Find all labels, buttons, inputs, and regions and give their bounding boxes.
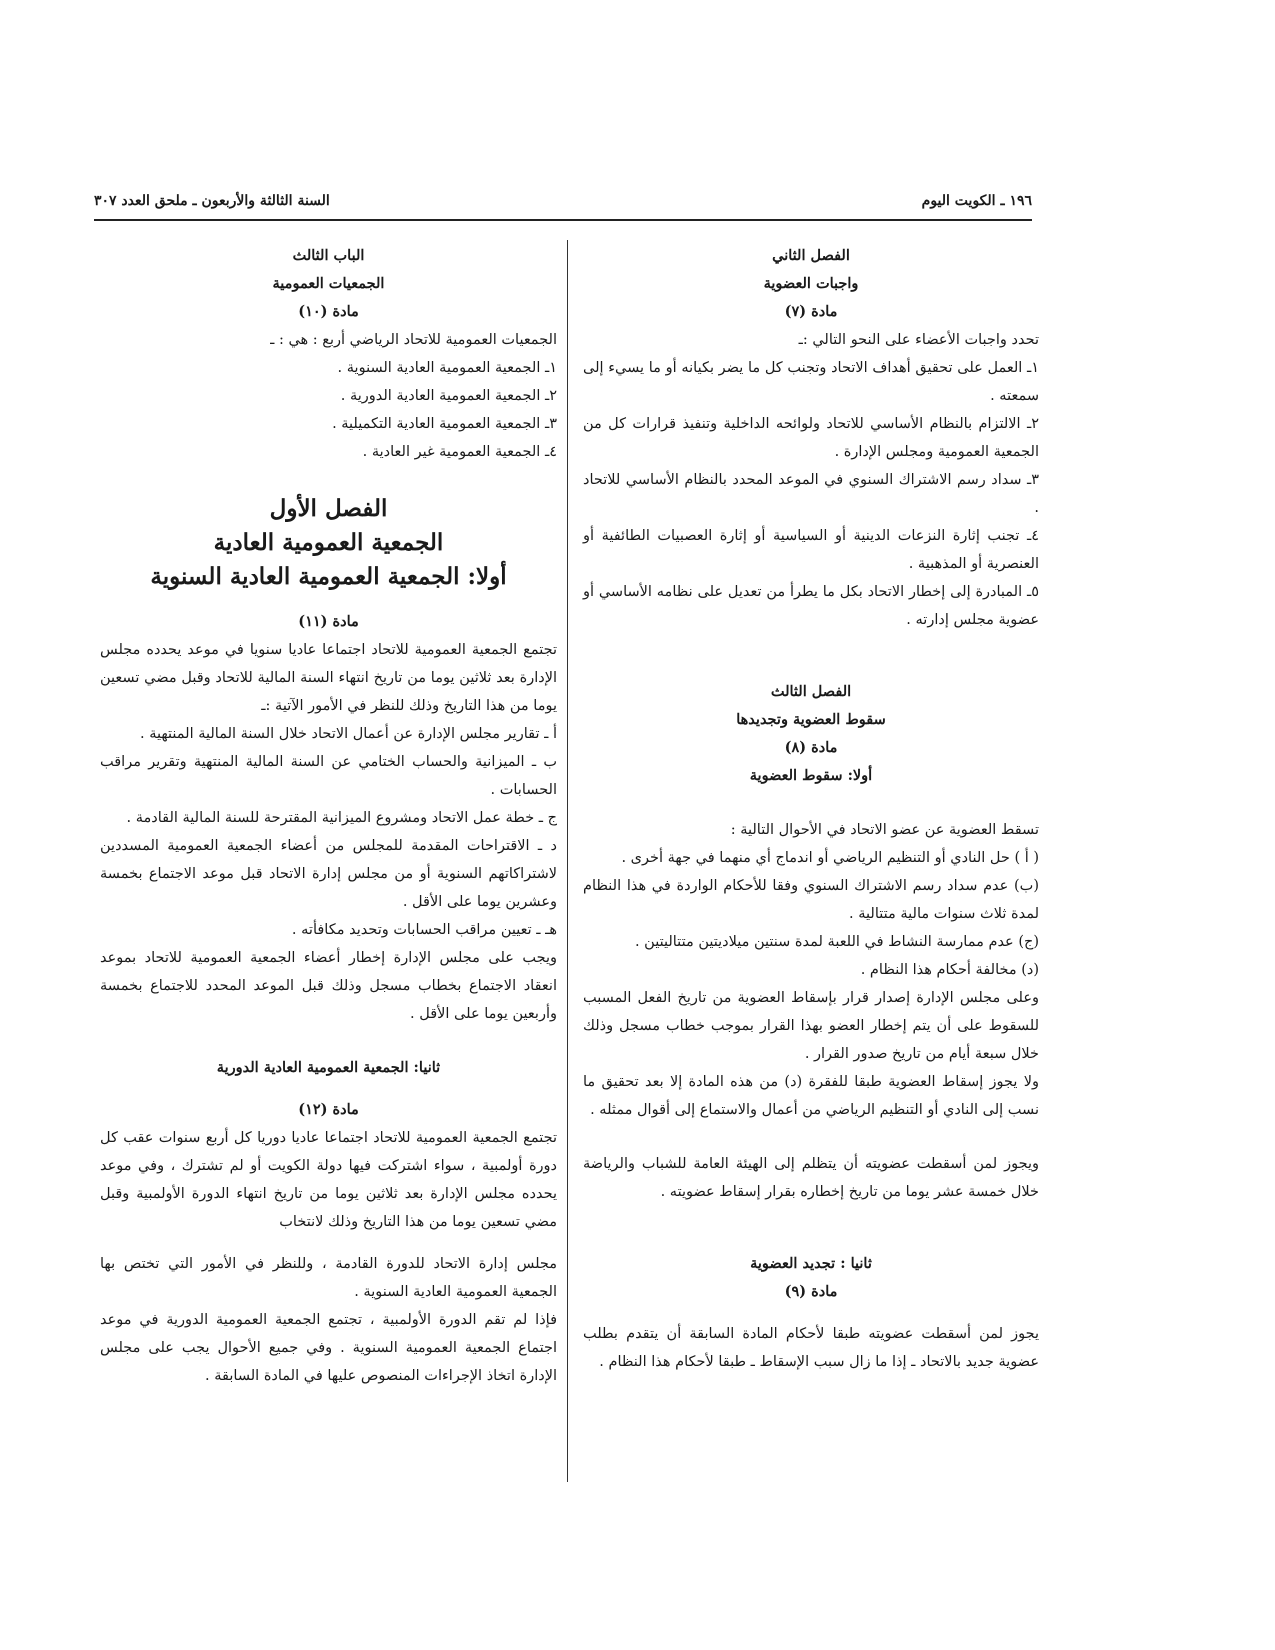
chapter2-title: الفصل الثاني — [772, 247, 850, 264]
article12-title: مادة (١٢) — [298, 1101, 359, 1118]
article11-item: ج ـ خطة عمل الاتحاد ومشروع الميزانية المقترحة للسنة المالية القادمة . — [126, 810, 557, 826]
chapter3-title: الفصل الثالث — [770, 683, 852, 700]
article9-paragraph: يجوز لمن أسقطت عضويته طبقا لأحكام المادة السابقة أن يتقدم بطلب عضوية جديد بالاتحاد ـ إذا ما زال سبب الإسقاط ـ طبقا لأحكام هذا النظام . — [583, 1326, 1039, 1370]
article8-title: مادة (٨) — [784, 739, 838, 756]
part3-subtitle: الجمعيات العمومية — [272, 275, 385, 292]
article11-item: هـ ـ تعيين مراقب الحسابات وتحديد مكافأته . — [291, 922, 557, 938]
article9-title: مادة (٩) — [784, 1283, 838, 1300]
article11-paragraph: ويجب على مجلس الإدارة إخطار أعضاء الجمعية العمومية للاتحاد بموعد انعقاد الاجتماع بخطاب مسجل وذلك قبل الموعد المحدد للاجتماع بخمسة وأربعين يوما على الأقل . — [100, 950, 557, 1022]
article12-paragraph: تجتمع الجمعية العمومية للاتحاد اجتماعا عاديا دوريا كل أربع سنوات عقب كل دورة أولمبية ، سواء اشتركت فيها دولة الكويت أو لم تشترك ، وفي موعد يحدده مجلس الإدارة بعد ثلاثين يوما من تاريخ انتهاء الدورة الأولمبية وقبل مضي تسعين يوما من هذا التاريخ وذلك لانتخاب — [100, 1130, 557, 1230]
page-header — [94, 193, 1032, 217]
header-issue-info: السنة الثالثة والأربعون ـ ملحق العدد ٣٠٧ — [94, 193, 330, 209]
article11-item: أ ـ تقارير مجلس الإدارة عن أعمال الاتحاد خلال السنة المالية المنتهية . — [139, 726, 557, 742]
article7-title: مادة (٧) — [784, 303, 838, 320]
chapter1-section-title: أولا: الجمعية العمومية العادية السنوية — [150, 563, 507, 590]
article8-item: (ج) عدم ممارسة النشاط في اللعبة لمدة سنتين ميلاديتين متتاليتين . — [634, 934, 1039, 950]
article10-item: ٣ـ الجمعية العمومية العادية التكميلية . — [332, 416, 557, 432]
article11-paragraph: تجتمع الجمعية العمومية للاتحاد اجتماعا عاديا سنويا في موعد يحدده مجلس الإدارة بعد ثلاثين يوما من تاريخ انتهاء السنة المالية للاتحاد وقبل مضي تسعين يوما من هذا التاريخ وذلك للنظر في الأمور الآتية :ـ — [100, 642, 557, 714]
article7-intro: تحدد واجبات الأعضاء على النحو التالي :ـ — [798, 332, 1039, 348]
article7-item: ١ـ العمل على تحقيق أهداف الاتحاد وتجنب كل ما يضر بكيانه أو ما يسيء إلى سمعته . — [583, 360, 1039, 404]
right-column — [583, 242, 1039, 1376]
article11-title: مادة (١١) — [298, 613, 359, 630]
article8-paragraph: ولا يجوز إسقاط العضوية طبقا للفقرة (د) من هذه المادة إلا بعد تحقيق ما نسب إلى النادي أو التنظيم الرياضي من أعمال والاستماع إلى أقوال ممثله . — [583, 1074, 1039, 1118]
part3-title: الباب الثالث — [292, 247, 365, 264]
article10-intro: الجمعيات العمومية للاتحاد الرياضي أربع : هي : ـ — [270, 332, 557, 348]
article8-item: ( أ ) حل النادي أو التنظيم الرياضي أو اندماج أي منهما في جهة أخرى . — [621, 850, 1039, 866]
article7-item: ٥ـ المبادرة إلى إخطار الاتحاد بكل ما يطرأ من تعديل على نظامه الأساسي أو عضوية مجلس إدارته . — [583, 584, 1039, 628]
article10-item: ٤ـ الجمعية العمومية غير العادية . — [362, 444, 557, 460]
article12-paragraph: فإذا لم تقم الدورة الأولمبية ، تجتمع الجمعية العمومية الدورية في موعد اجتماع الجمعية العمومية السنوية . وفي جميع الأحوال يجب على مجلس الإدارة اتخاذ الإجراءات المنصوص عليها في المادة السابقة . — [100, 1312, 557, 1384]
article12-paragraph: مجلس إدارة الاتحاد للدورة القادمة ، وللنظر في الأمور التي تختص بها الجمعية العمومية العادية السنوية . — [100, 1256, 557, 1300]
article8-paragraph: ويجوز لمن أسقطت عضويته أن يتظلم إلى الهيئة العامة للشباب والرياضة خلال خمسة عشر يوما من تاريخ إخطاره بقرار إسقاط عضويته . — [583, 1156, 1039, 1200]
article11-item: د ـ الاقتراحات المقدمة للمجلس من أعضاء الجمعية العمومية المسددين لاشتراكاتهم السنوية أو من مجلس إدارة الاتحاد قبل موعد الاجتماع بخمسة وعشرين يوما على الأقل . — [100, 838, 557, 910]
chapter2-subtitle: واجبات العضوية — [763, 275, 859, 292]
article7-item: ٢ـ الالتزام بالنظام الأساسي للاتحاد ولوائحه الداخلية وتنفيذ قرارات كل من الجمعية العمومية ومجلس الإدارة . — [583, 416, 1039, 460]
article8-item: (ب) عدم سداد رسم الاشتراك السنوي وفقا للأحكام الواردة في هذا النظام لمدة ثلاث سنوات مالية متتالية . — [583, 878, 1039, 922]
article8-paragraph: وعلى مجلس الإدارة إصدار قرار بإسقاط العضوية من تاريخ الفعل المسبب للسقوط على أن يتم إخطار العضو بهذا القرار بموجب خطاب مسجل وذلك خلال سبعة أيام من تاريخ صدور القرار . — [583, 990, 1039, 1062]
header-page-number: ١٩٦ ـ الكويت اليوم — [921, 193, 1032, 209]
header-rule — [94, 219, 1032, 221]
article8-subtitle: أولا: سقوط العضوية — [749, 767, 873, 784]
article7-item: ٣ـ سداد رسم الاشتراك السنوي في الموعد المحدد بالنظام الأساسي للاتحاد . — [583, 472, 1039, 516]
article10-item: ٢ـ الجمعية العمومية العادية الدورية . — [340, 388, 557, 404]
chapter3-subtitle: سقوط العضوية وتجديدها — [736, 711, 886, 728]
renewal-title: ثانيا : تجديد العضوية — [750, 1255, 872, 1272]
article8-item: (د) مخالفة أحكام هذا النظام . — [860, 962, 1039, 978]
left-column — [100, 242, 557, 1390]
article10-item: ١ـ الجمعية العمومية العادية السنوية . — [337, 360, 557, 376]
periodic-assembly-title: ثانيا: الجمعية العمومية العادية الدورية — [216, 1059, 441, 1076]
article7-item: ٤ـ تجنب إثارة النزعات الدينية أو السياسية أو إثارة العصبيات الطائفية أو العنصرية أو المذهبية . — [583, 528, 1039, 572]
column-divider — [567, 240, 568, 1482]
chapter1-title: الفصل الأول — [269, 495, 388, 522]
article10-title: مادة (١٠) — [298, 303, 359, 320]
chapter1-subtitle: الجمعية العمومية العادية — [213, 529, 444, 556]
article8-intro: تسقط العضوية عن عضو الاتحاد في الأحوال التالية : — [730, 822, 1039, 838]
article11-item: ب ـ الميزانية والحساب الختامي عن السنة المالية المنتهية وتقرير مراقب الحسابات . — [100, 754, 557, 798]
